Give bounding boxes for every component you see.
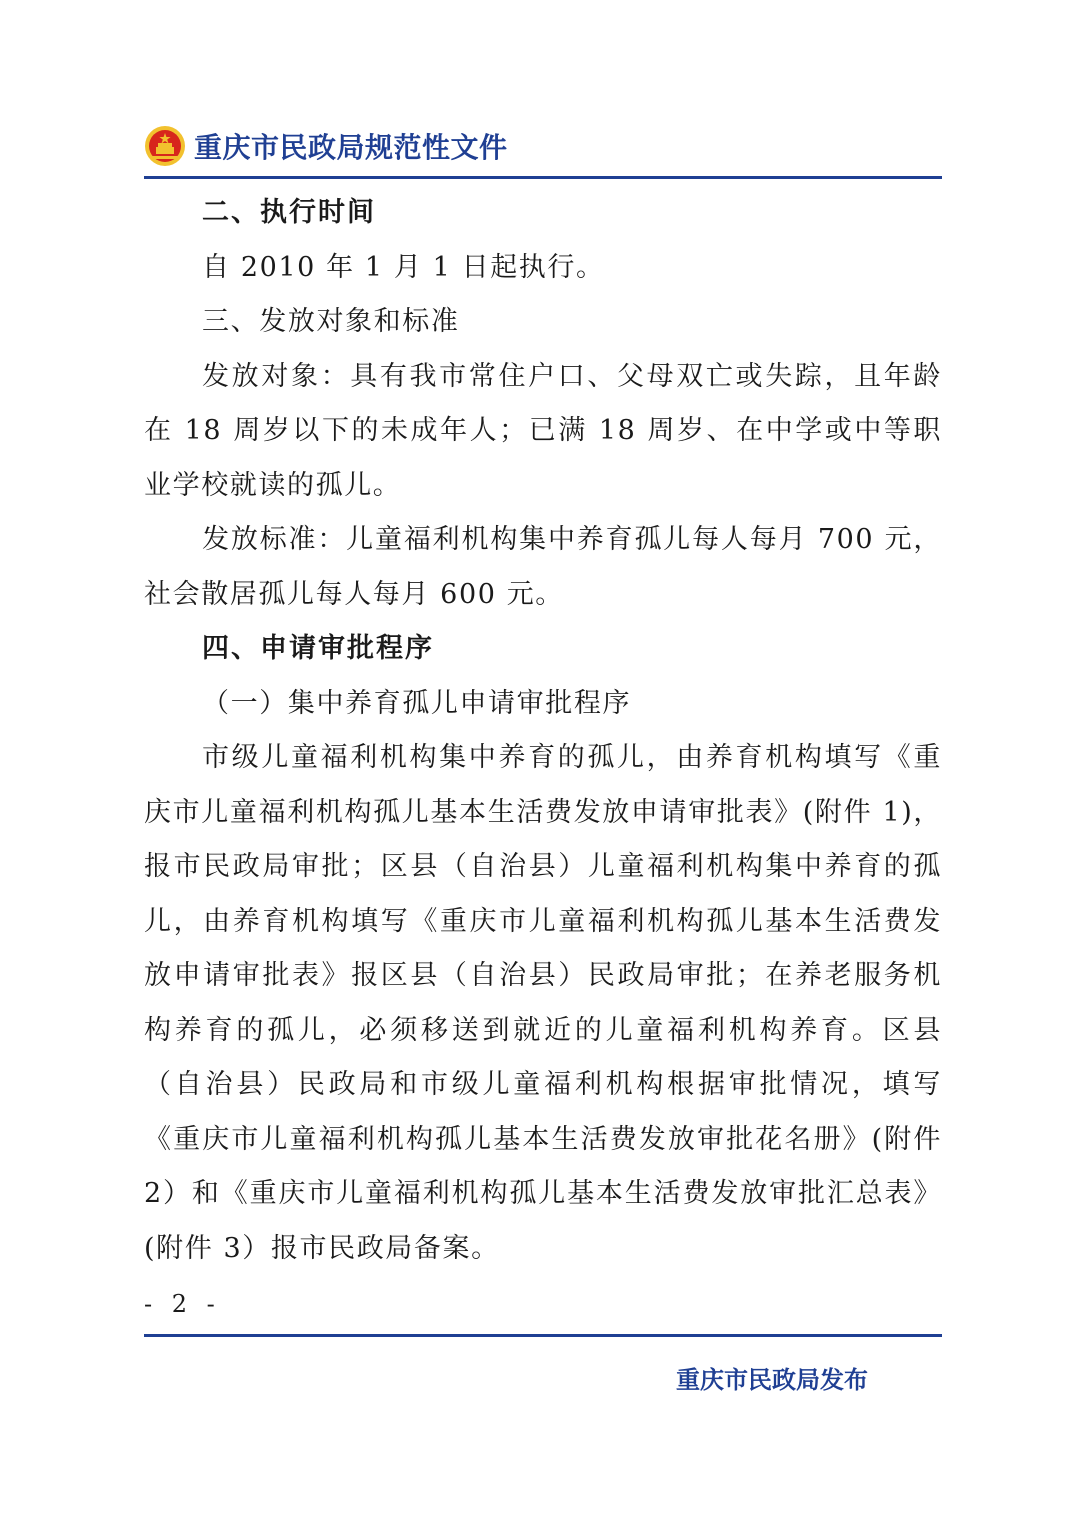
footer-divider [144,1334,942,1337]
document-header [144,118,508,174]
section-heading-approval-procedure: 四、申请审批程序 [202,633,435,664]
subsection-heading-centralized: （一）集中养育孤儿申请审批程序 [202,687,632,719]
document-body [144,186,942,1276]
section-heading-targets-standards: 三、发放对象和标准 [202,306,460,337]
paragraph-centralized-procedure: 市级儿童福利机构集中养育的孤儿，由养育机构填写《重庆市儿童福利机构孤儿基本生活费发放申请审批表》(附件 1)，报市民政局审批；区县（自治县）儿童福利机构集中养育的孤儿，由养育机构填写《重庆市儿童福利机构孤儿基本生活费发放申请审批表》报区县（自治县）民政局审批；在养老服务机构养育的孤儿，必须移送到就近的儿童福利机构养育。区县（自治县）民政局和市级儿童福利机构根据审批情况，填写《重庆市儿童福利机构孤儿基本生活费发放审批花名册》(附件 2）和《重庆市儿童福利机构孤儿基本生活费发放审批汇总表》(附件 3）报市民政局备案。 [144,742,942,1264]
header-title: 重庆市民政局规范性文件 [194,131,508,164]
paragraph-effective-date: 自 2010 年 1 月 1 日起执行。 [202,251,605,283]
page-number: - 2 - [144,1290,221,1318]
header-divider [144,176,942,179]
paragraph-standards: 发放标准：儿童福利机构集中养育孤儿每人每月 700 元，社会散居孤儿每人每月 600 元。 [144,524,942,610]
paragraph-targets: 发放对象：具有我市常住户口、父母双亡或失踪，且年龄在 18 周岁以下的未成年人；已满 18 周岁、在中学或中等职业学校就读的孤儿。 [144,360,942,501]
national-emblem-icon [144,125,186,167]
section-heading-execution-time: 二、执行时间 [202,197,377,228]
footer-publisher: 重庆市民政局发布 [676,1366,868,1394]
